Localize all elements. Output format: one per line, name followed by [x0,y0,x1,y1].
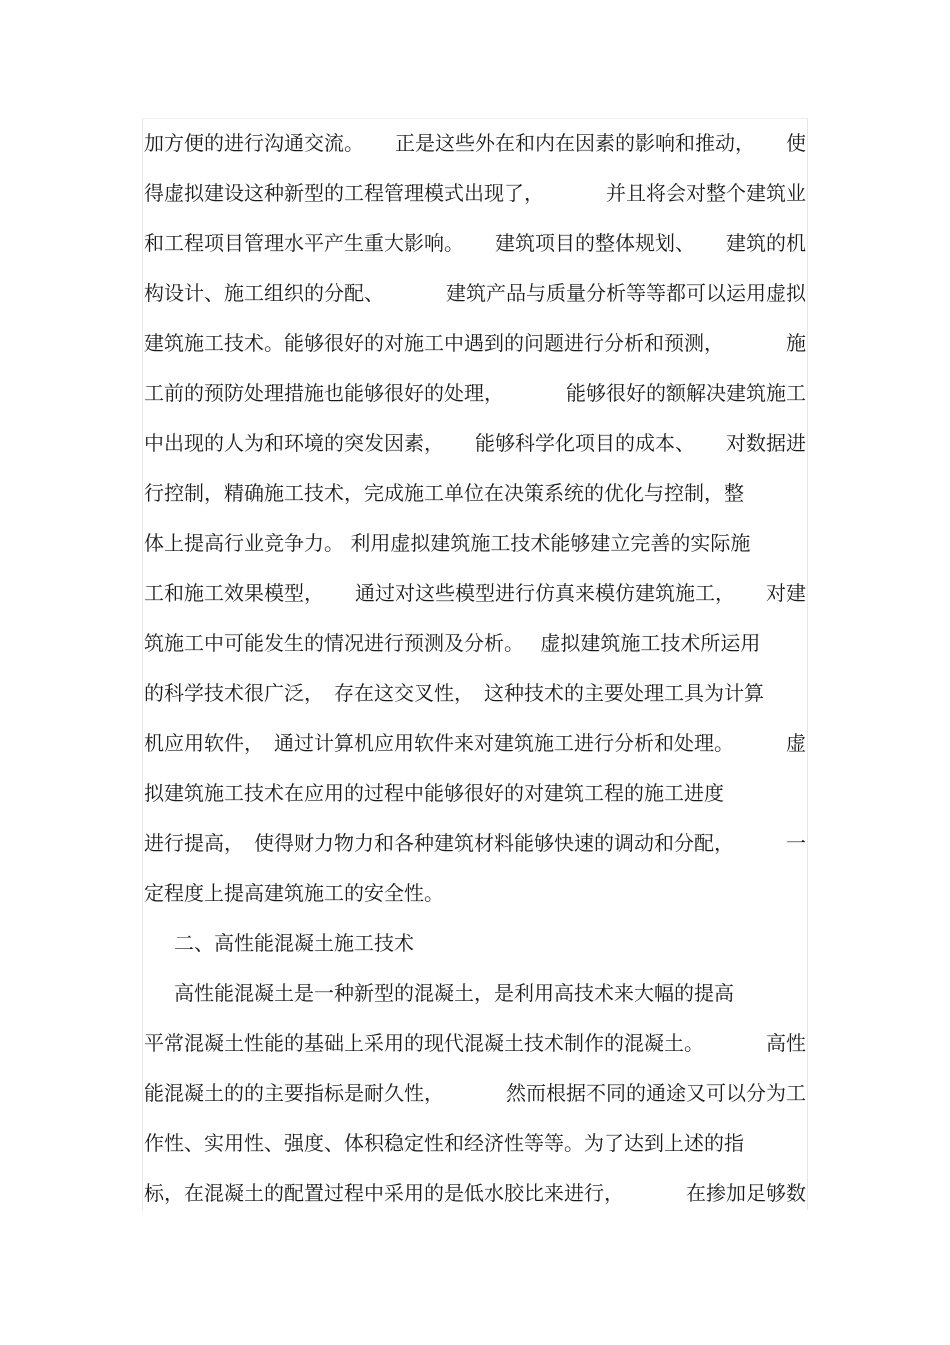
document-body [144,118,806,1218]
text-segment: 二、高性能混凝土施工技术 [174,931,414,955]
text-segment: 对建 [766,581,806,605]
text-segment: 高性 [766,1031,806,1055]
text-line [144,868,806,918]
text-line [144,1068,806,1118]
text-segment: 高性能混凝土是一种新型的混凝土，是利用高技术来大幅的提高 [174,981,734,1005]
text-line [144,818,806,868]
text-segment: 正是这些外在和内在因素的影响和推动， [395,131,755,155]
text-segment: 在掺加足够数 [686,1181,806,1205]
text-line [144,968,806,1018]
text-line [144,718,806,768]
text-line [144,168,806,218]
text-segment: 加方便的进行沟通交流。 [144,131,364,155]
text-segment: 体上提高行业竞争力。 利用虚拟建筑施工技术能够建立完善的实际施 [144,531,751,555]
text-segment: 通过对这些模型进行仿真来模仿建筑施工， [355,581,735,605]
text-segment: 建筑产品与质量分析等等都可以运用虚拟 [446,281,806,305]
text-line [144,518,806,568]
text-segment: 建筑的机 [726,231,806,255]
text-segment: 拟建筑施工技术在应用的过程中能够很好的对建筑工程的施工进度 [144,781,724,805]
text-line [144,1118,806,1168]
text-line [144,668,806,718]
text-line [144,1168,806,1218]
text-segment: 标，在混凝土的配置过程中采用的是低水胶比来进行， [144,1181,624,1205]
text-segment: 能够科学化项目的成本、 [475,431,695,455]
text-segment: 然而根据不同的通途又可以分为工 [506,1081,806,1105]
text-segment: 工和施工效果模型， [144,581,324,605]
text-segment: 使 [786,131,806,155]
text-line [144,368,806,418]
text-segment: 得虚拟建设这种新型的工程管理模式出现了， [144,181,544,205]
text-segment: 平常混凝土性能的基础上采用的现代混凝土技术制作的混凝土。 [144,1031,704,1055]
text-segment: 建筑施工技术。能够很好的对施工中遇到的问题进行分析和预测， [144,331,724,355]
text-segment: 能混凝土的的主要指标是耐久性， [144,1081,444,1105]
text-segment: 能够很好的额解决建筑施工 [566,381,806,405]
text-segment: 工前的预防处理措施也能够很好的处理， [144,381,504,405]
text-segment: 构设计、施工组织的分配、 [144,281,384,305]
text-line [144,568,806,618]
text-line [144,1018,806,1068]
text-line [144,118,806,168]
text-line [144,768,806,818]
text-segment: 的科学技术很广泛， 存在这交叉性， 这种技术的主要处理工具为计算 [144,681,764,705]
text-segment: 建筑项目的整体规划、 [495,231,695,255]
text-segment: 作性、实用性、强度、体积稳定性和经济性等等。为了达到上述的指 [144,1131,744,1155]
text-segment: 虚 [786,731,806,755]
text-line [144,418,806,468]
text-line [144,468,806,518]
text-segment: 中出现的人为和环境的突发因素， [144,431,444,455]
text-line [144,618,806,668]
text-segment: 并且将会对整个建筑业 [606,181,806,205]
text-segment: 对数据进 [726,431,806,455]
text-segment: 机应用软件， 通过计算机应用软件来对建筑施工进行分析和处理。 [144,731,734,755]
text-segment: 行控制，精确施工技术，完成施工单位在决策系统的优化与控制，整 [144,481,744,505]
text-line [144,218,806,268]
text-segment: 筑施工中可能发生的情况进行预测及分析。 虚拟建筑施工技术所运用 [144,631,761,655]
text-line [144,918,806,968]
text-segment: 和工程项目管理水平产生重大影响。 [144,231,464,255]
text-segment: 一 [786,831,806,855]
text-segment: 定程度上提高建筑施工的安全性。 [144,881,444,905]
text-segment: 进行提高， 使得财力物力和各种建筑材料能够快速的调动和分配， [144,831,734,855]
text-segment: 施 [786,331,806,355]
text-line [144,318,806,368]
text-line [144,268,806,318]
